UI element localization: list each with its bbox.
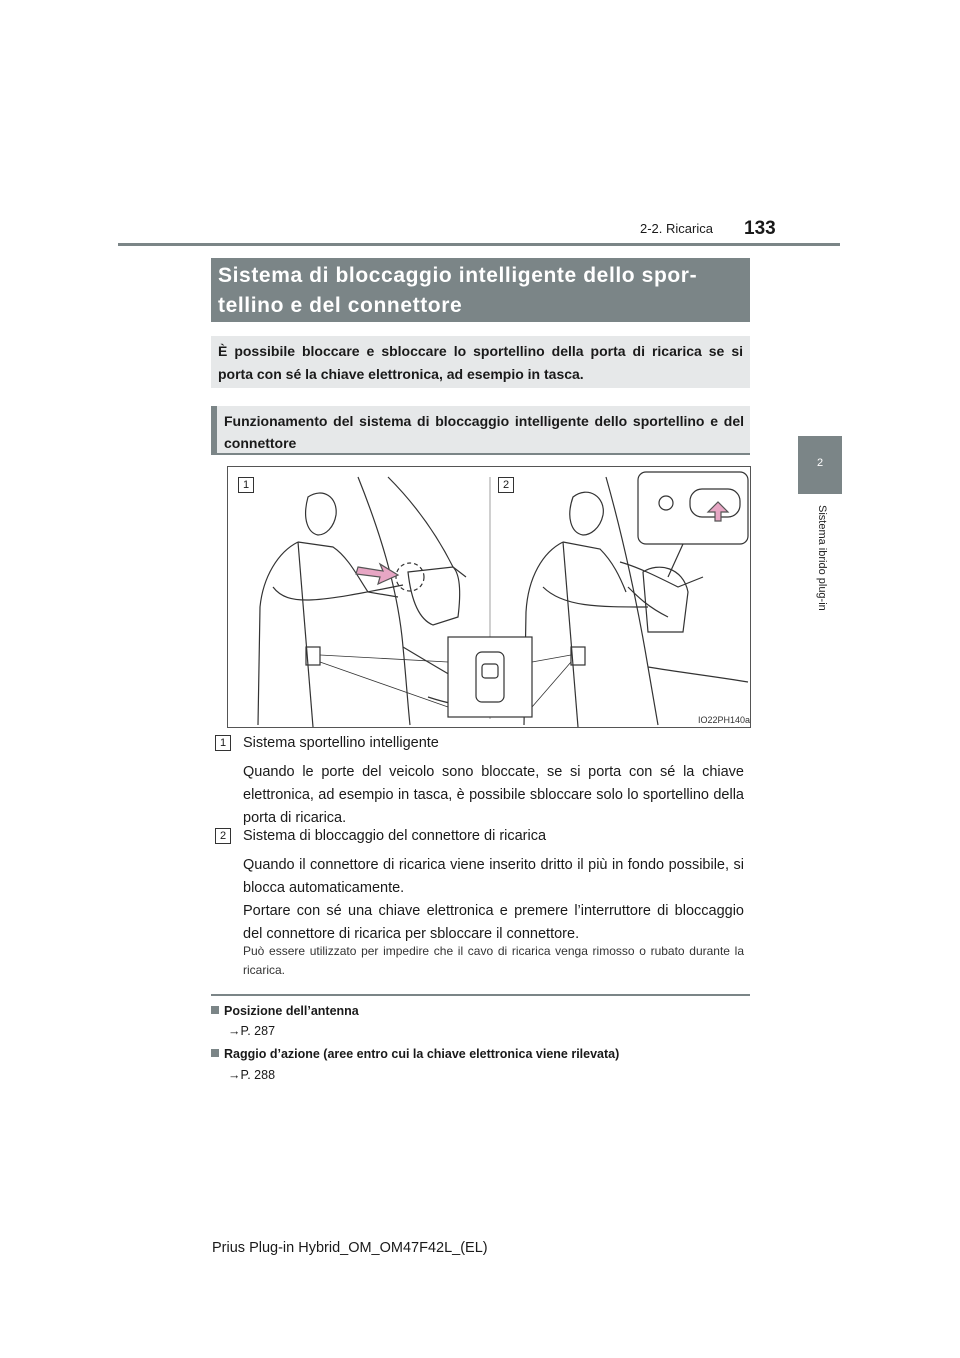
subsection-title: Funzionamento del sistema di bloccaggio intelligente dello sportellino e del connettore: [224, 413, 744, 451]
man-arm-right: [543, 587, 648, 607]
bullet-square: [211, 1006, 219, 1014]
section-title-line1: Sistema di bloccaggio intelligente dello spor-: [218, 264, 698, 287]
intro-text: È possibile bloccare e sbloccare lo sportellino della porta di ricarica se si porta con sé la chiave elettronica, ad esempio in tasca.: [218, 343, 743, 382]
car-lower-line-right: [648, 667, 748, 682]
key-inset: [448, 637, 532, 717]
illustration-drawing: [228, 467, 750, 727]
item-2-text-1: Quando il connettore di ricarica viene inserito dritto il più in fondo possibile, si blocca automaticamente.: [243, 857, 744, 896]
figure-code: IO22PH140a: [698, 715, 751, 725]
page-number: 133: [744, 218, 776, 239]
man-body-right: [524, 542, 626, 725]
item-2-heading: Sistema di bloccaggio del connettore di ricarica: [243, 828, 547, 844]
chapter-number: 2: [816, 457, 824, 469]
figure-marker-2: 2: [498, 477, 514, 493]
bullet-square: [211, 1049, 219, 1057]
item-1-text: Quando le porte del veicolo sono bloccate, se si porta con sé la chiave elettronica, ad esempio in tasca, è possibile sbloccare solo lo sportellino della porta di ricarica.: [243, 764, 744, 826]
man-head-right: [570, 492, 604, 535]
item-1-heading: Sistema sportellino intelligente: [243, 735, 439, 751]
car-body-line-left: [358, 477, 410, 725]
item-2-note: Può essere utilizzato per impedire che il cavo di ricarica venga rimosso o rubato durante la ricarica.: [243, 944, 744, 977]
charge-port-right: [643, 567, 688, 632]
item-marker-1: 1: [215, 735, 231, 751]
figure-marker-1: 1: [238, 477, 254, 493]
item-marker-2: 2: [215, 828, 231, 844]
footer-document-id: Prius Plug-in Hybrid_OM_OM47F42L_(EL): [212, 1240, 488, 1256]
man-coat-right: [563, 542, 578, 727]
section-title-line2: tellino e del connettore: [218, 294, 463, 317]
chapter-label: Sistema ibrido plug-in: [816, 505, 828, 611]
note-2-ref[interactable]: →P. 288: [228, 1068, 276, 1082]
man-head-left: [306, 493, 337, 535]
note-1-heading: Posizione dell’antenna: [211, 1004, 359, 1018]
man-coat-left: [298, 542, 313, 727]
key-inset-lines-right: [532, 655, 571, 707]
note-2-heading: Raggio d’azione (aree entro cui la chiave elettronica viene rilevata): [211, 1047, 619, 1061]
note-1-ref[interactable]: →P. 287: [228, 1024, 276, 1038]
section-title: [218, 261, 748, 321]
header-rule: [118, 243, 840, 246]
section-reference: 2-2. Ricarica: [640, 221, 713, 236]
car-window-line-left: [388, 477, 466, 577]
subsection-accent-bar: [211, 406, 217, 454]
switch-inset: [638, 472, 748, 544]
item-2-text-2: Portare con sé una chiave elettronica e premere l’interruttore di bloccaggio del connettore di ricarica per sbloccare il connettore.: [243, 903, 744, 942]
man-arm-left: [273, 585, 403, 600]
illustration: [227, 466, 751, 728]
charge-door-left: [408, 567, 460, 625]
notes-rule: [211, 994, 750, 996]
